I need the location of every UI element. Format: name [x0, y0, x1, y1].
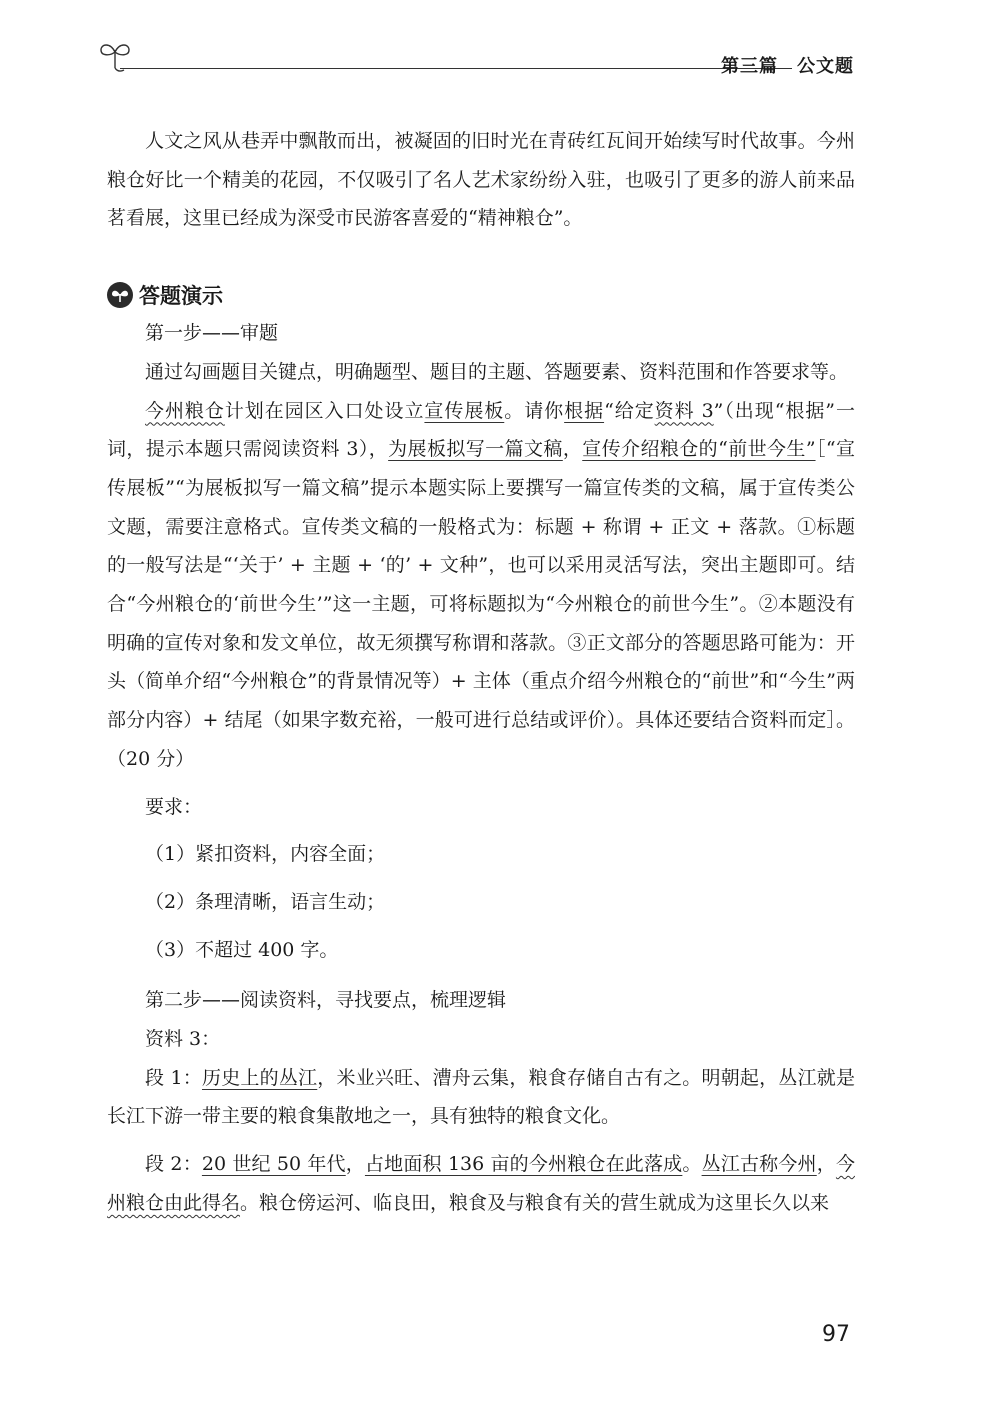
material-keyword: 丛江古称今州	[701, 1153, 817, 1176]
material-keyword: 历史上的丛江	[201, 1066, 318, 1089]
material-text: 。	[682, 1153, 702, 1176]
question-keyword: 今州粮仓	[145, 399, 225, 422]
page-number: 97	[822, 1322, 850, 1347]
question-keyword: 宣传介绍粮仓的“前世今生”	[582, 438, 816, 461]
material-paragraph-1	[107, 1059, 855, 1136]
material-text: ，	[816, 1153, 836, 1176]
chapter-title: 第三篇 公文题	[721, 56, 854, 77]
question-segment: ，	[562, 438, 583, 461]
section-heading	[107, 276, 855, 314]
question-text	[107, 392, 855, 779]
question-analysis: ［“宣传展板”“为展板拟写一篇文稿”提示本题实际上要撰写一篇宣传类的文稿，属于宣传类公文题，需要注意格式。宣传类文稿的一般格式为：标题 + 称谓 + 正文 + 落款。①标题的一般写法是“‘关于’ + 主题 + ‘的’ + 文种”，也可以采用灵活写法，突出主题即可。结合“今州粮仓的‘前世今生’”这一主题，可将标题拟为“今州粮仓的前世今生”。②本题没有明确的宣传对象和发文单位，故无须撰写称谓和落款。③正文部分的答题思路可能为：开头（简单介绍“今州粮仓”的背景情况等）+ 主体（重点介绍今州粮仓的“前世”和“今生”两部分内容）+ 结尾（如果字数充裕，一般可进行总结或评价）。具体还要结合资料而定］。（20 分）	[107, 438, 855, 770]
step1-description: 通过勾画题目关键点，明确题型、题目的主题、答题要素、资料范围和作答要求等。	[145, 360, 849, 383]
header-rule	[120, 68, 792, 69]
requirement-item: （1）紧扣资料，内容全面；	[145, 843, 386, 866]
sprout-icon	[98, 38, 132, 76]
step2-title: 第二步——阅读资料，寻找要点，梳理逻辑	[145, 989, 507, 1012]
material-keyword: 20 世纪 50 年代	[201, 1153, 346, 1176]
material-text: ，	[345, 1153, 365, 1176]
question-keyword: 宣传展板	[424, 399, 505, 422]
question-segment: 计划在园区入口处设立	[224, 399, 425, 422]
material-keyword: 占地面积 136 亩的今州粮仓在此落成	[364, 1153, 683, 1176]
section-title: 答题演示	[139, 284, 223, 309]
requirements-label: 要求：	[145, 795, 203, 818]
requirement-item: （2）条理清晰，语言生动；	[145, 890, 386, 913]
material-paragraph-2	[107, 1145, 855, 1222]
material-text: 。粮仓傍运河、临良田，粮食及与粮食有关的营生就成为这里长久以来	[240, 1191, 830, 1214]
question-segment: 。请你	[504, 399, 565, 422]
question-segment: “给定	[604, 399, 655, 422]
requirement-item: （3）不超过 400 字。	[145, 938, 339, 961]
material-keyword: 今州粮仓由此得名	[107, 1153, 855, 1214]
leaf-badge-icon	[107, 282, 133, 308]
paragraph-lead: 段 2：	[145, 1153, 202, 1176]
intro-paragraph: 人文之风从巷弄中飘散而出，被凝固的旧时光在青砖红瓦间开始续写时代故事。今州粮仓好比一个精美的花园，不仅吸引了名人艺术家纷纷入驻，也吸引了更多的游人前来品茗看展，这里已经成为深受市民游客喜爱的“精神粮仓”。	[107, 130, 855, 230]
paragraph-lead: 段 1：	[145, 1066, 202, 1089]
question-keyword: 资料 3	[654, 399, 714, 422]
step1-title: 第一步——审题	[145, 322, 279, 345]
material-text: ，米业兴旺、漕舟云集，粮食存储自古有之。明朝起，丛江就是长江下游一带主要的粮食集散地之一，具有独特的粮食文化。	[107, 1066, 855, 1128]
material-label: 资料 3：	[145, 1028, 221, 1051]
question-keyword: 根据	[564, 399, 605, 422]
question-keyword: 为展板拟写一篇文稿	[388, 438, 563, 461]
question-segment: ”（出现“根据”一词，提示本题只需阅读资料 3），	[107, 399, 855, 461]
page-header	[98, 38, 858, 78]
page-body	[107, 122, 855, 1223]
